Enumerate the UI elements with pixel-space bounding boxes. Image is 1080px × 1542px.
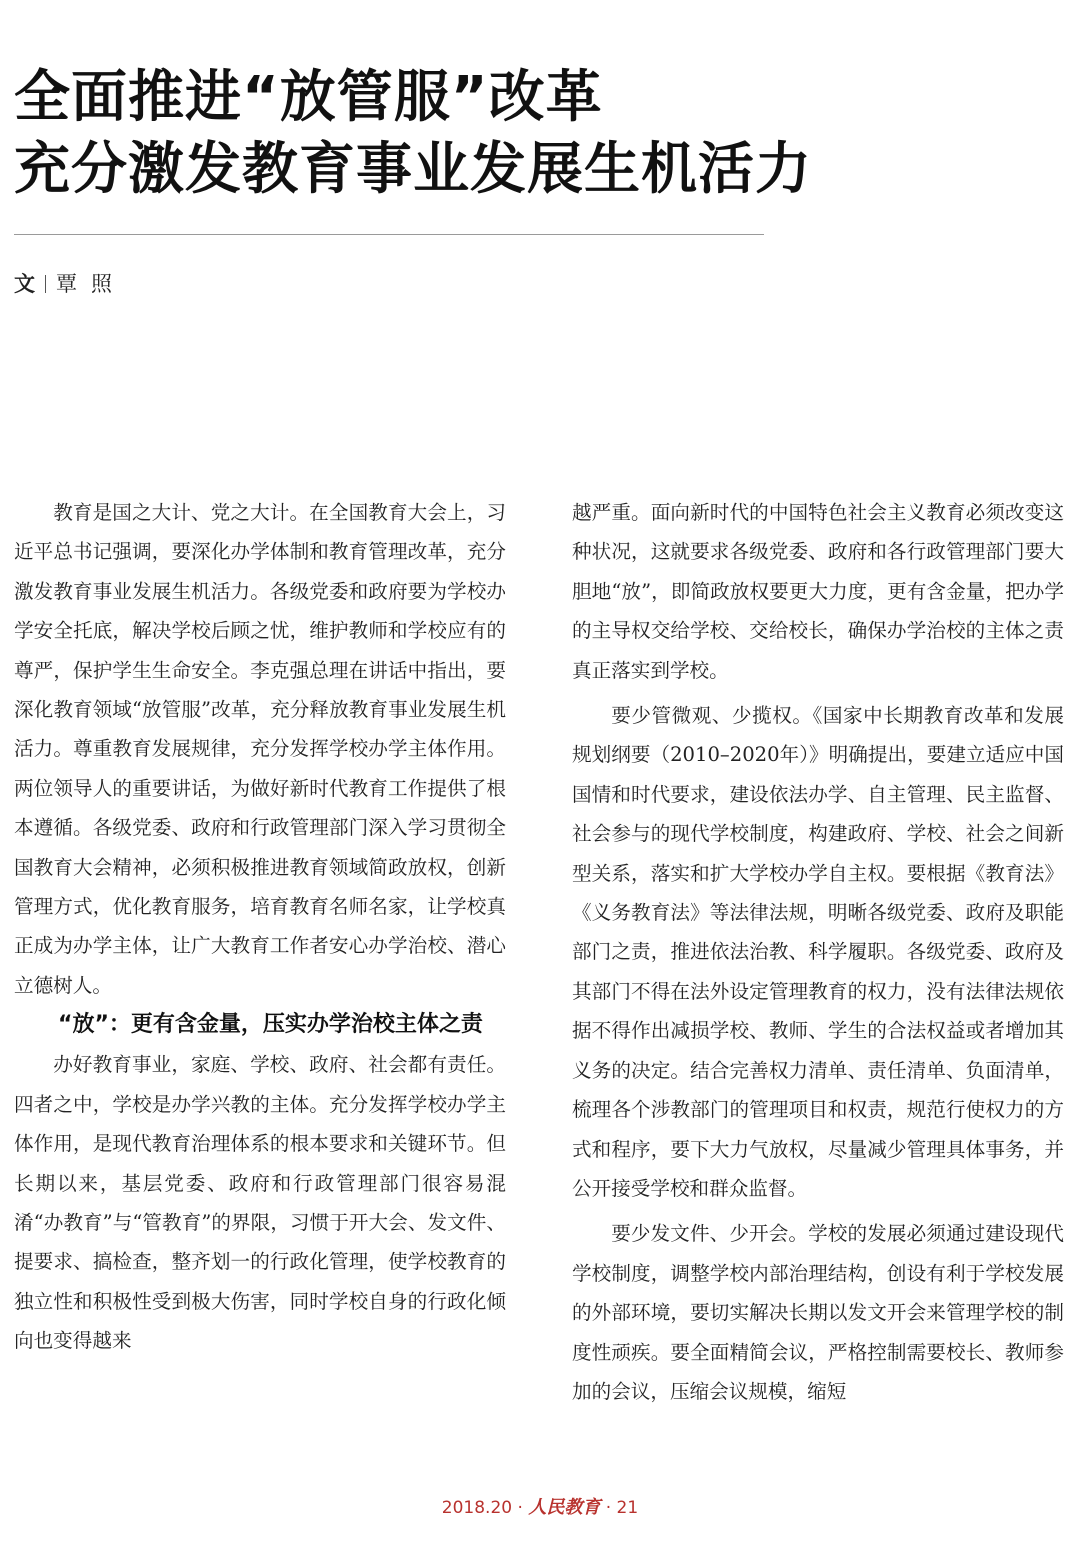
title-line-2: 充分激发教育事业发展生机活力: [14, 137, 812, 202]
byline-label: 文: [14, 272, 35, 296]
right-paragraph-2: 要少管微观、少揽权。《国家中长期教育改革和发展规划纲要（2010–2020年）》明确提出，要建立适应中国国情和时代要求，建设依法办学、自主管理、民主监督、社会参与的现代学校制度，构建政府、学校、社会之间新型关系，落实和扩大学校办学自主权。要根据《教育法》《义务教育法》等法律法规，明晰各级党委、政府及职能部门之责，推进依法治教、科学履职。各级党委、政府及其部门不得在法外设定管理教育的权力，没有法律法规依据不得作出减损学校、教师、学生的合法权益或者增加其义务的决定。结合完善权力清单、责任清单、负面清单，梳理各个涉教部门的管理项目和权责，规范行使权力的方式和程序，要下大力气放权，尽量减少管理具体事务，并公开接受学校和群众监督。: [572, 704, 1064, 1200]
page-footer: [0, 1496, 1080, 1520]
magazine-name: 人民教育: [528, 1497, 601, 1518]
issue-number: 2018.20: [441, 1498, 513, 1518]
right-column: [572, 493, 1064, 1411]
page-number: 21: [616, 1498, 639, 1518]
left-column: [14, 493, 506, 1361]
footer-separator-2: ·: [605, 1498, 612, 1518]
left-paragraph-1: 教育是国之大计、党之大计。在全国教育大会上，习近平总书记强调，要深化办学体制和教育管理改革，充分激发教育事业发展生机活力。各级党委和政府要为学校办学安全托底，解决学校后顾之忧，维护教师和学校应有的尊严，保护学生生命安全。李克强总理在讲话中指出，要深化教育领域“放管服”改革，充分释放教育事业发展生机活力。尊重教育发展规律，充分发挥学校办学主体作用。两位领导人的重要讲话，为做好新时代教育工作提供了根本遵循。各级党委、政府和行政管理部门深入学习贯彻全国教育大会精神，必须积极推进教育领域简政放权，创新管理方式，优化教育服务，培育教育名师名家，让学校真正成为办学主体，让广大教育工作者安心办学治校、潜心立德树人。: [14, 501, 506, 997]
byline: [14, 270, 126, 298]
title-divider: [14, 234, 764, 235]
article-title: [14, 62, 914, 206]
author-name: 覃照: [56, 272, 126, 296]
right-paragraph-1: 越严重。面向新时代的中国特色社会主义教育必须改变这种状况，这就要求各级党委、政府和各行政管理部门要大胆地“放”，即简政放权要更大力度，更有含金量，把办学的主导权交给学校、交给校长，确保办学治校的主体之责真正落实到学校。: [572, 501, 1064, 682]
section-heading: “放”：更有含金量，压实办学治校主体之责: [58, 1012, 483, 1038]
byline-separator: [45, 275, 46, 293]
footer-separator-1: ·: [517, 1498, 523, 1518]
title-line-1: 全面推进“放管服”改革: [14, 65, 603, 130]
right-paragraph-3: 要少发文件、少开会。学校的发展必须通过建设现代学校制度，调整学校内部治理结构，创设有利于学校发展的外部环境，要切实解决长期以发文开会来管理学校的制度性顽疾。要全面精简会议，严格控制需要校长、教师参加的会议，压缩会议规模，缩短: [572, 1222, 1064, 1403]
left-paragraph-2: 办好教育事业，家庭、学校、政府、社会都有责任。四者之中，学校是办学兴教的主体。充分发挥学校办学主体作用，是现代教育治理体系的根本要求和关键环节。但长期以来，基层党委、政府和行政管理部门很容易混淆“办教育”与“管教育”的界限，习惯于开大会、发文件、提要求、搞检查，整齐划一的行政化管理，使学校教育的独立性和积极性受到极大伤害，同时学校自身的行政化倾向也变得越来: [14, 1053, 506, 1353]
